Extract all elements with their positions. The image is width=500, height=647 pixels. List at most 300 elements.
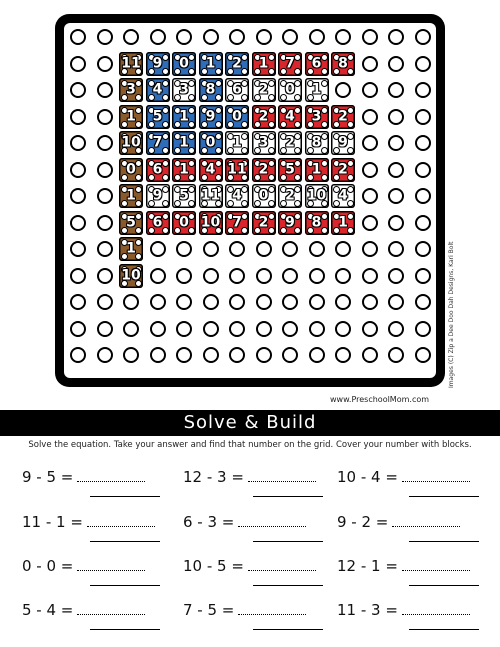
peg-circle [70, 188, 86, 204]
grid-block [224, 104, 250, 130]
grid-peg [410, 24, 436, 50]
grid-block [224, 183, 250, 209]
grid-peg [145, 236, 171, 262]
grid-block [145, 130, 171, 156]
red-block [252, 158, 276, 182]
peg-circle [335, 268, 351, 284]
peg-circle [335, 347, 351, 363]
answer-line[interactable] [77, 613, 145, 615]
block-number: 2 [258, 108, 269, 124]
red-block [331, 158, 355, 182]
white-block [331, 184, 355, 208]
red-block [225, 211, 249, 235]
image-credit [438, 241, 455, 388]
grid-peg [304, 316, 330, 342]
grid-peg [92, 24, 118, 50]
block-number: 1 [126, 108, 136, 124]
peg-circle [415, 268, 431, 284]
peg-circle [97, 268, 113, 284]
grid-block [145, 183, 171, 209]
block-number: 1 [126, 240, 136, 257]
grid-block [171, 157, 197, 183]
grid-peg [65, 24, 91, 50]
block-number: 8 [338, 55, 348, 71]
grid-block [145, 104, 171, 130]
grid-peg [224, 263, 250, 289]
answer-line[interactable] [87, 525, 155, 527]
answer-line[interactable] [77, 480, 145, 482]
equation-text: 12 - 1 = [337, 557, 398, 575]
grid-peg [65, 263, 91, 289]
grid-peg [383, 51, 409, 77]
website-label: www.PreschoolMom.com [330, 395, 430, 404]
blue-block [199, 131, 223, 155]
peg-circle [335, 29, 351, 45]
grid-peg [383, 183, 409, 209]
peg-circle [256, 294, 272, 310]
grid-peg [198, 316, 224, 342]
grid-block [198, 104, 224, 130]
block-number: 11 [121, 55, 141, 71]
block-number: 1 [311, 81, 322, 98]
peg-circle [415, 135, 431, 151]
brown-block [119, 237, 143, 261]
block-number: 8 [205, 81, 216, 98]
peg-circle [229, 29, 245, 45]
equation [337, 601, 470, 619]
red-block [305, 105, 329, 129]
grid-block [330, 183, 356, 209]
peg-circle [97, 241, 113, 257]
equation [337, 557, 470, 575]
answer-line[interactable] [392, 525, 460, 527]
peg-circle [150, 268, 166, 284]
grid-block [277, 77, 303, 103]
blue-block [199, 105, 223, 129]
grid-peg [410, 77, 436, 103]
block-number: 1 [338, 214, 348, 230]
grid-peg [65, 130, 91, 156]
peg-circle [70, 162, 86, 178]
grid-block [118, 130, 144, 156]
grid-peg [92, 157, 118, 183]
grid-block [118, 236, 144, 262]
block-number: 11 [227, 161, 247, 177]
grid-block [330, 157, 356, 183]
answer-line[interactable] [248, 480, 316, 482]
red-block [305, 158, 329, 182]
blue-block [172, 131, 196, 155]
grid-peg [383, 130, 409, 156]
peg-circle [176, 294, 192, 310]
blue-block [225, 105, 249, 129]
grid-peg [383, 263, 409, 289]
red-block [172, 158, 196, 182]
answer-line[interactable] [402, 480, 470, 482]
grid-peg [277, 289, 303, 315]
block-number: 6 [311, 55, 322, 71]
grid-block [145, 210, 171, 236]
peg-circle [123, 294, 139, 310]
grid-block [277, 130, 303, 156]
answer-line[interactable] [77, 569, 145, 571]
white-block [199, 184, 223, 208]
grid-peg [383, 157, 409, 183]
grid-block [304, 77, 330, 103]
block-number: 2 [338, 161, 348, 177]
grid-block [224, 130, 250, 156]
grid-peg [304, 342, 330, 368]
grid-peg [383, 316, 409, 342]
peg-circle [415, 29, 431, 45]
red-block [331, 211, 355, 235]
grid-block [118, 210, 144, 236]
blue-block [146, 131, 170, 155]
peg-circle [176, 347, 192, 363]
peg-circle [362, 321, 378, 337]
brown-block [119, 78, 143, 102]
peg-circle [176, 241, 192, 257]
grid-block [198, 77, 224, 103]
grid-block [277, 210, 303, 236]
grid-peg [92, 263, 118, 289]
peg-circle [70, 135, 86, 151]
blue-block [146, 78, 170, 102]
red-block [199, 158, 223, 182]
equation-text: 10 - 4 = [337, 468, 398, 486]
grid-peg [118, 289, 144, 315]
block-number: 0 [205, 134, 216, 151]
grid-block [224, 157, 250, 183]
grid-peg [65, 157, 91, 183]
grid-peg [65, 236, 91, 262]
red-block [252, 211, 276, 235]
grid-peg [171, 24, 197, 50]
block-number: 8 [311, 134, 322, 151]
red-block [278, 158, 302, 182]
white-block [172, 78, 196, 102]
grid-block [171, 130, 197, 156]
grid-peg [65, 289, 91, 315]
answer-underline [90, 629, 160, 630]
grid-peg [224, 24, 250, 50]
peg-circle [388, 162, 404, 178]
grid-peg [330, 24, 356, 50]
equation-text: 5 - 4 = [22, 601, 74, 619]
brown-block [119, 158, 143, 182]
grid-peg [410, 183, 436, 209]
grid-peg [357, 236, 383, 262]
block-number: 2 [338, 108, 348, 124]
grid-peg [224, 342, 250, 368]
grid-peg [357, 130, 383, 156]
grid-block [118, 77, 144, 103]
white-block [331, 131, 355, 155]
peg-circle [282, 241, 298, 257]
equation-text: 0 - 0 = [22, 557, 74, 575]
peg-grid [64, 23, 436, 378]
answer-line[interactable] [248, 569, 316, 571]
peg-circle [97, 135, 113, 151]
grid-block [330, 210, 356, 236]
red-block [252, 52, 276, 76]
red-block [252, 105, 276, 129]
block-number: 5 [285, 161, 295, 177]
answer-line[interactable] [238, 613, 306, 615]
equation [183, 601, 306, 619]
grid-peg [304, 236, 330, 262]
block-number: 6 [152, 214, 163, 230]
white-block [305, 131, 329, 155]
peg-circle [388, 347, 404, 363]
equation-text: 10 - 5 = [183, 557, 244, 575]
block-number: 0 [126, 161, 136, 177]
peg-circle [203, 321, 219, 337]
answer-underline [253, 629, 323, 630]
block-number: 10 [121, 134, 141, 151]
grid-peg [357, 157, 383, 183]
grid-peg [65, 183, 91, 209]
block-number: 2 [258, 81, 269, 98]
peg-circle [176, 321, 192, 337]
blue-block [146, 52, 170, 76]
grid-peg [410, 210, 436, 236]
peg-circle [388, 215, 404, 231]
grid-peg [383, 24, 409, 50]
answer-underline [253, 541, 323, 542]
peg-circle [309, 294, 325, 310]
peg-circle [256, 268, 272, 284]
peg-circle [362, 109, 378, 125]
peg-circle [97, 294, 113, 310]
peg-circle [335, 321, 351, 337]
block-number: 9 [338, 134, 348, 151]
grid-peg [251, 236, 277, 262]
brown-block [119, 184, 143, 208]
grid-peg [145, 289, 171, 315]
peg-circle [282, 321, 298, 337]
grid-peg [171, 236, 197, 262]
grid-block [118, 104, 144, 130]
peg-circle [176, 268, 192, 284]
grid-peg [118, 24, 144, 50]
peg-circle [415, 109, 431, 125]
red-block [225, 158, 249, 182]
red-block [278, 52, 302, 76]
peg-circle [282, 294, 298, 310]
peg-circle [282, 347, 298, 363]
grid-peg [410, 316, 436, 342]
grid-peg [92, 210, 118, 236]
grid-peg [410, 157, 436, 183]
grid-peg [410, 342, 436, 368]
peg-circle [229, 347, 245, 363]
equation-text: 12 - 3 = [183, 468, 244, 486]
peg-circle [388, 321, 404, 337]
peg-circle [309, 321, 325, 337]
answer-underline [253, 585, 323, 586]
peg-circle [97, 162, 113, 178]
blue-block [172, 105, 196, 129]
grid-block [171, 51, 197, 77]
peg-circle [362, 294, 378, 310]
grid-peg [383, 236, 409, 262]
peg-circle [256, 347, 272, 363]
peg-circle [362, 188, 378, 204]
grid-peg [118, 316, 144, 342]
grid-block [118, 51, 144, 77]
peg-circle [97, 109, 113, 125]
block-number: 0 [179, 214, 189, 230]
equation [337, 468, 470, 486]
grid-peg [145, 24, 171, 50]
peg-circle [150, 347, 166, 363]
peg-circle [362, 215, 378, 231]
answer-line[interactable] [402, 569, 470, 571]
block-number: 1 [232, 134, 242, 151]
grid-block [304, 157, 330, 183]
peg-grid-area [64, 23, 436, 378]
pixel-art-board [55, 14, 445, 387]
grid-peg [198, 236, 224, 262]
grid-peg [277, 263, 303, 289]
white-block [278, 78, 302, 102]
grid-peg [330, 77, 356, 103]
block-number: 4 [205, 161, 216, 177]
answer-line[interactable] [238, 525, 306, 527]
peg-circle [256, 29, 272, 45]
grid-peg [251, 263, 277, 289]
grid-block [277, 104, 303, 130]
grid-peg [251, 289, 277, 315]
peg-circle [415, 56, 431, 72]
peg-circle [415, 162, 431, 178]
block-number: 1 [205, 55, 216, 71]
peg-circle [70, 294, 86, 310]
peg-circle [335, 294, 351, 310]
grid-peg [65, 51, 91, 77]
grid-block [304, 210, 330, 236]
peg-circle [203, 347, 219, 363]
peg-circle [415, 347, 431, 363]
block-number: 1 [311, 161, 322, 177]
grid-block [224, 210, 250, 236]
grid-peg [357, 77, 383, 103]
grid-peg [92, 77, 118, 103]
peg-circle [388, 56, 404, 72]
instructions-text: Solve the equation. Take your answer and find that number on the grid. Cover your number with blocks. [28, 440, 472, 450]
grid-peg [65, 316, 91, 342]
blue-block [172, 52, 196, 76]
block-number: 9 [205, 108, 216, 124]
grid-block [171, 210, 197, 236]
answer-line[interactable] [402, 613, 470, 615]
peg-circle [203, 241, 219, 257]
peg-circle [309, 29, 325, 45]
grid-peg [277, 24, 303, 50]
block-number: 4 [285, 108, 295, 124]
block-number: 6 [152, 161, 163, 177]
grid-block [198, 183, 224, 209]
peg-circle [229, 321, 245, 337]
peg-circle [388, 82, 404, 98]
grid-peg [65, 77, 91, 103]
peg-circle [150, 241, 166, 257]
grid-peg [277, 236, 303, 262]
peg-circle [388, 268, 404, 284]
brown-block [119, 105, 143, 129]
peg-circle [362, 135, 378, 151]
peg-circle [150, 321, 166, 337]
grid-peg [145, 316, 171, 342]
answer-underline [409, 629, 479, 630]
peg-circle [97, 347, 113, 363]
block-number: 5 [179, 187, 189, 204]
grid-peg [410, 289, 436, 315]
equation [22, 557, 145, 575]
peg-circle [362, 241, 378, 257]
peg-circle [388, 294, 404, 310]
grid-peg [92, 316, 118, 342]
grid-peg [224, 289, 250, 315]
block-number: 4 [338, 187, 348, 204]
peg-circle [229, 241, 245, 257]
peg-circle [362, 347, 378, 363]
grid-peg [145, 342, 171, 368]
grid-peg [198, 24, 224, 50]
block-number: 7 [232, 214, 242, 230]
peg-circle [309, 268, 325, 284]
grid-peg [224, 316, 250, 342]
grid-peg [383, 342, 409, 368]
equation [22, 468, 145, 486]
block-number: 1 [126, 187, 136, 204]
grid-peg [330, 289, 356, 315]
grid-peg [330, 342, 356, 368]
peg-circle [415, 215, 431, 231]
block-number: 2 [285, 187, 295, 204]
peg-circle [256, 241, 272, 257]
image-credit-text: Images (C) Zip a Dee Doo Dah Designs, Kari Bolt [448, 241, 455, 388]
peg-circle [123, 321, 139, 337]
answer-underline [90, 496, 160, 497]
grid-peg [357, 289, 383, 315]
grid-block [171, 183, 197, 209]
peg-circle [282, 268, 298, 284]
block-number: 10 [200, 214, 221, 230]
grid-peg [357, 51, 383, 77]
grid-peg [383, 289, 409, 315]
block-number: 1 [179, 134, 189, 151]
peg-circle [150, 294, 166, 310]
grid-peg [410, 130, 436, 156]
peg-circle [415, 294, 431, 310]
white-block [172, 184, 196, 208]
block-number: 1 [179, 108, 189, 124]
peg-circle [150, 29, 166, 45]
peg-circle [415, 82, 431, 98]
peg-circle [97, 321, 113, 337]
peg-circle [123, 29, 139, 45]
grid-peg [118, 342, 144, 368]
grid-peg [357, 104, 383, 130]
grid-peg [145, 263, 171, 289]
peg-circle [282, 29, 298, 45]
grid-peg [198, 342, 224, 368]
peg-circle [70, 82, 86, 98]
block-number: 9 [285, 214, 295, 230]
grid-peg [171, 342, 197, 368]
